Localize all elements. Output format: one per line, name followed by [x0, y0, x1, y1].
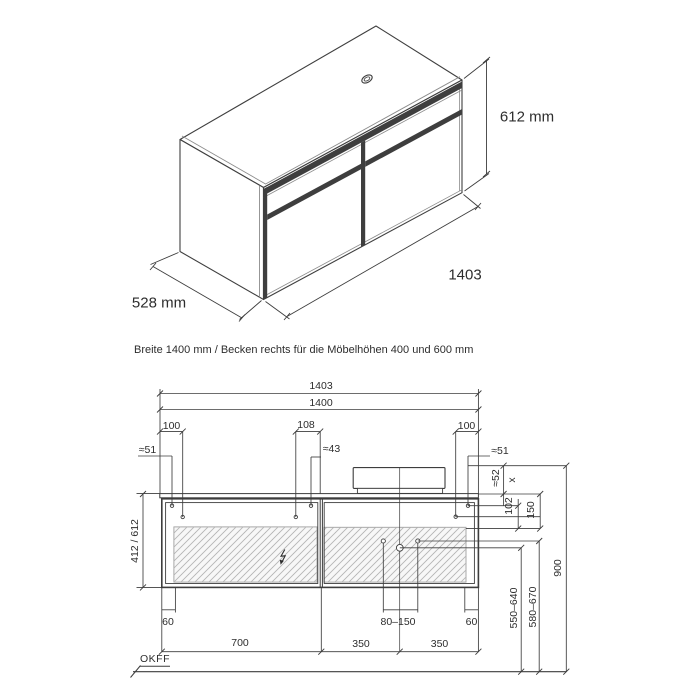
floor-line — [131, 666, 567, 678]
dim-approx-left: ≈51 — [138, 443, 157, 456]
dim-section-left: 700 — [231, 636, 249, 649]
dim-section-right-a: 350 — [352, 637, 370, 650]
dim-height-options: 412 / 612 — [128, 518, 141, 563]
variant-note: Breite 1400 mm / Becken rechts für die Möbelhöhen 400 und 600 mm — [134, 344, 474, 356]
iso-dim-width: 1403 — [448, 266, 482, 284]
dim-approx-center: ≈43 — [322, 442, 341, 455]
dim-section-right-b: 350 — [430, 637, 449, 650]
dim-drain-range: 550–640 — [507, 587, 520, 628]
iso-cabinet — [180, 26, 462, 300]
dim-body-width: 1400 — [309, 396, 333, 409]
dim-approx-basin: ≈52 — [489, 469, 502, 487]
basin — [353, 468, 445, 494]
iso-dim-height: 612 mm — [499, 108, 555, 126]
hatch-zone-left — [174, 527, 317, 582]
dim-edge-right: 60 — [465, 615, 478, 628]
dim-outlet-range: 580–670 — [526, 586, 539, 628]
iso-dim-depth: 528 mm — [131, 294, 187, 312]
dim-total-width: 1403 — [309, 379, 333, 392]
dim-offset-left: 100 — [162, 419, 181, 432]
dim-drain-offset: 80–150 — [380, 615, 416, 628]
dim-offset-right: 100 — [457, 419, 476, 432]
dim-offset-center: 108 — [297, 418, 315, 431]
dim-900: 900 — [551, 559, 564, 577]
dim-edge-left: 60 — [162, 615, 174, 628]
floor-level-label: OKFF — [140, 652, 170, 665]
dim-approx-right: ≈51 — [491, 444, 509, 457]
dim-150: 150 — [524, 501, 537, 519]
dim-var-x: x — [505, 477, 518, 483]
dim-102: 102 — [502, 496, 515, 515]
countertop — [160, 494, 479, 498]
front-view — [128, 389, 570, 678]
hatch-zone-right — [324, 527, 466, 582]
